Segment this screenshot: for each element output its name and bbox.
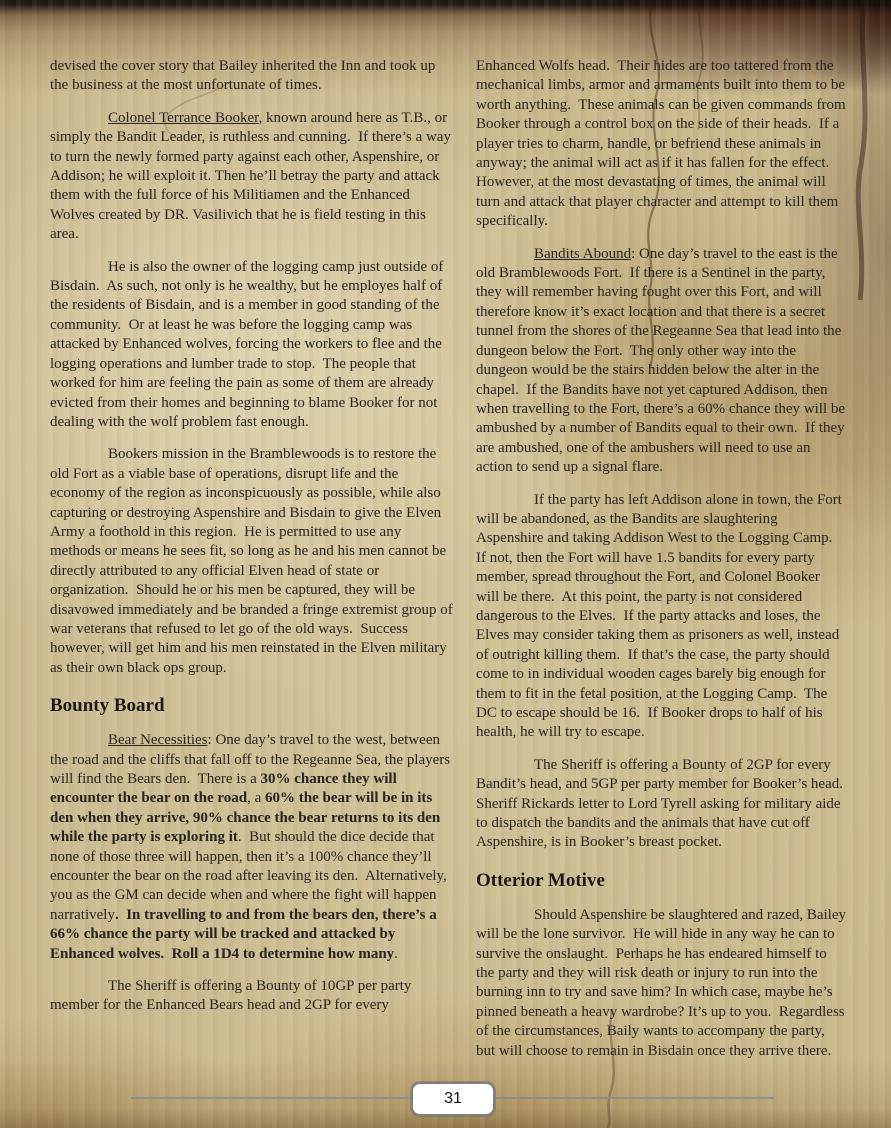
body-text: The Sheriff is offering a Bounty of 2GP for every Bandit’s head, and 5GP per party member for Booker’s head. Sheriff Rickards letter to Lord Tyrell asking for military aide to dispatch the bandits and the animals that have cut off Aspenshire, is in Booker’s breast pocket. [476, 756, 851, 851]
paragraph [476, 491, 846, 743]
bold-text: 60% the bear will be in its den when they arrive, 90% chance the bear returns to its den while the party is exploring it [50, 790, 444, 846]
underlined-term: Bandits Abound [534, 245, 632, 262]
underlined-term: Bear Necessities [108, 732, 208, 749]
paragraph [50, 109, 454, 245]
paragraph [50, 731, 454, 964]
page-body [50, 57, 851, 1074]
section-heading: Bounty Board [50, 695, 165, 717]
body-text: , known around here as T.B., or simply the Bandit Leader, is ruthless and cunning. If there’s a way to turn the newly formed party against each other, Aspenshire, or Addison; he will exploit it. Then he’ll betray the party and attack them with the full force of his Militiamen and the Enhanced Wolves created by DR. Vasilivich that he is field testing in this area. [50, 109, 455, 243]
body-text: He is also the owner of the logging camp just outside of Bisdain. As such, not only is he wealthy, but he employes half of the residents of Bisdain, and is a member in good standing of the community. Or at least he was before the logging camp was attacked by Enhanced wolves, forcing the workers to flee and the logging operations and lumber trade to stop. The people that worked for him are feeling the pain as some of them are already evicted from their homes and beginning to blame Booker for not dealing with the wolf problem fast enough. [50, 258, 448, 430]
bold-text: . In travelling to and from the bears den, there’s a 66% chance the party will be tracked and attacked by Enhanced wolves. Roll a 1D4 to determine how many [50, 906, 441, 962]
body-text: Bookers mission in the Bramblewoods is to restore the old Fort as a viable base of operations, disrupt life and the economy of the region as inconspicuously as possible, while also capturing or destroying Aspenshire and Bisdain to give the Elven Army a foothold in this region. He is permitted to use any methods or means he sees fit, so long as he and his men cannot be directly attributed to any official Elven head of state or organization. Should he or his men be captured, they will be disavowed immediately and be branded a fringe extremist group of war veterans that refused to let go of the old ways. Success however, will get him and his men reinstated in the Elven military as their own black ops group. [50, 446, 457, 676]
page-number: 31 [444, 1090, 462, 1108]
body-text: : One day’s travel to the east is the old Bramblewoods Fort. If there is a Sentinel in the party, they will remember having fought over this Fort, and will therefore know it’s exact location and that there is a secret tunnel from the shores of the Regeanne Sea that lead into the dungeon below the Fort. The only other way into the dungeon would be the stairs hidden below the alter in the chapel. If the Bandits have not yet captured Addison, then when travelling to the Fort, there’s a 60% chance they will be ambushed by a number of Bandits equal to their own. If they are ambushed, one of the ambushers will need to use an action to send up a signal flare. [476, 245, 849, 476]
body-text: devised the cover story that Bailey inherited the Inn and took up the business at the most unfortunate of times. [50, 58, 440, 94]
underlined-term: Colonel Terrance Booker [108, 109, 259, 126]
page-number-box [411, 1082, 495, 1116]
paragraph [50, 258, 454, 433]
bold-text: 30% chance they will encounter the bear on the road [50, 771, 401, 807]
section-heading: Otterior Motive [476, 869, 605, 891]
body-text: : One day’s travel to the west, between the road and the cliffs that fall off to the Regeanne Sea, the players will find the Bears den. There is a [50, 732, 454, 787]
paragraph [476, 906, 850, 1061]
paragraph [476, 245, 849, 478]
body-text: . But should the dice decide that none of those three will happen, then it’s a 100% chance they’ll encounter the bear on the road after leaving its den. Alternatively, you as the GM can decide when and where the fight will happen narratively [50, 829, 451, 923]
body-text: If the party has left Addison alone in town, the Fort will be abandoned, as the Bandits are slaughtering Aspenshire and taking Addison West to the Logging Camp. If not, then the Fort will have 1.5 bandits for every party member, spread throughout the Fort, and Colonel Booker will be there. At this point, the party is not considered dangerous to the Elves. If the party attacks and loses, the Elves may consider taking them as prisoners as well, instead of outright killing them. If that’s the case, the party should come to in individual wooden cages barely big enough for them to fit in the fetal position, at the Logging Camp. The DC to escape should be 16. If Booker drops to half of his health, he will try to escape. [476, 491, 846, 741]
paragraph [476, 57, 850, 232]
paragraph [476, 756, 851, 853]
paragraph [50, 57, 454, 96]
paragraph [50, 445, 457, 678]
body-text: . [394, 945, 398, 962]
body-text: , a [247, 790, 266, 807]
body-text: Should Aspenshire be slaughtered and razed, Bailey will be the lone survivor. He will hide in any way he can to survive the onslaught. Perhaps he has endeared himself to the party and they will risk death or injury to run into the burning inn to try and save him? In which case, maybe he’s pinned beneath a heavy wardrobe? It’s up to you. Regardless of the circumstances, Baily wants to accompany the party, but will choose to remain in Bisdain once they arrive there. [476, 906, 850, 1059]
paragraph [50, 977, 454, 1016]
column-right [476, 57, 851, 1074]
body-text: Enhanced Wolfs head. Their hides are too tattered from the mechanical limbs, armor and armaments built into them to be worth anything. These animals can be given commands from Booker through a control box on the side of their heads. If a player tries to charm, handle, or befriend these animals in anyway; the animal will act as if it has fallen for the effect. However, at the most devastating of times, the animal will turn and attack that player character and attempt to kill them specifically. [476, 58, 850, 230]
body-text: The Sheriff is offering a Bounty of 10GP per party member for the Enhanced Bears head and 2GP for every [50, 978, 416, 1014]
column-left [50, 57, 457, 1074]
